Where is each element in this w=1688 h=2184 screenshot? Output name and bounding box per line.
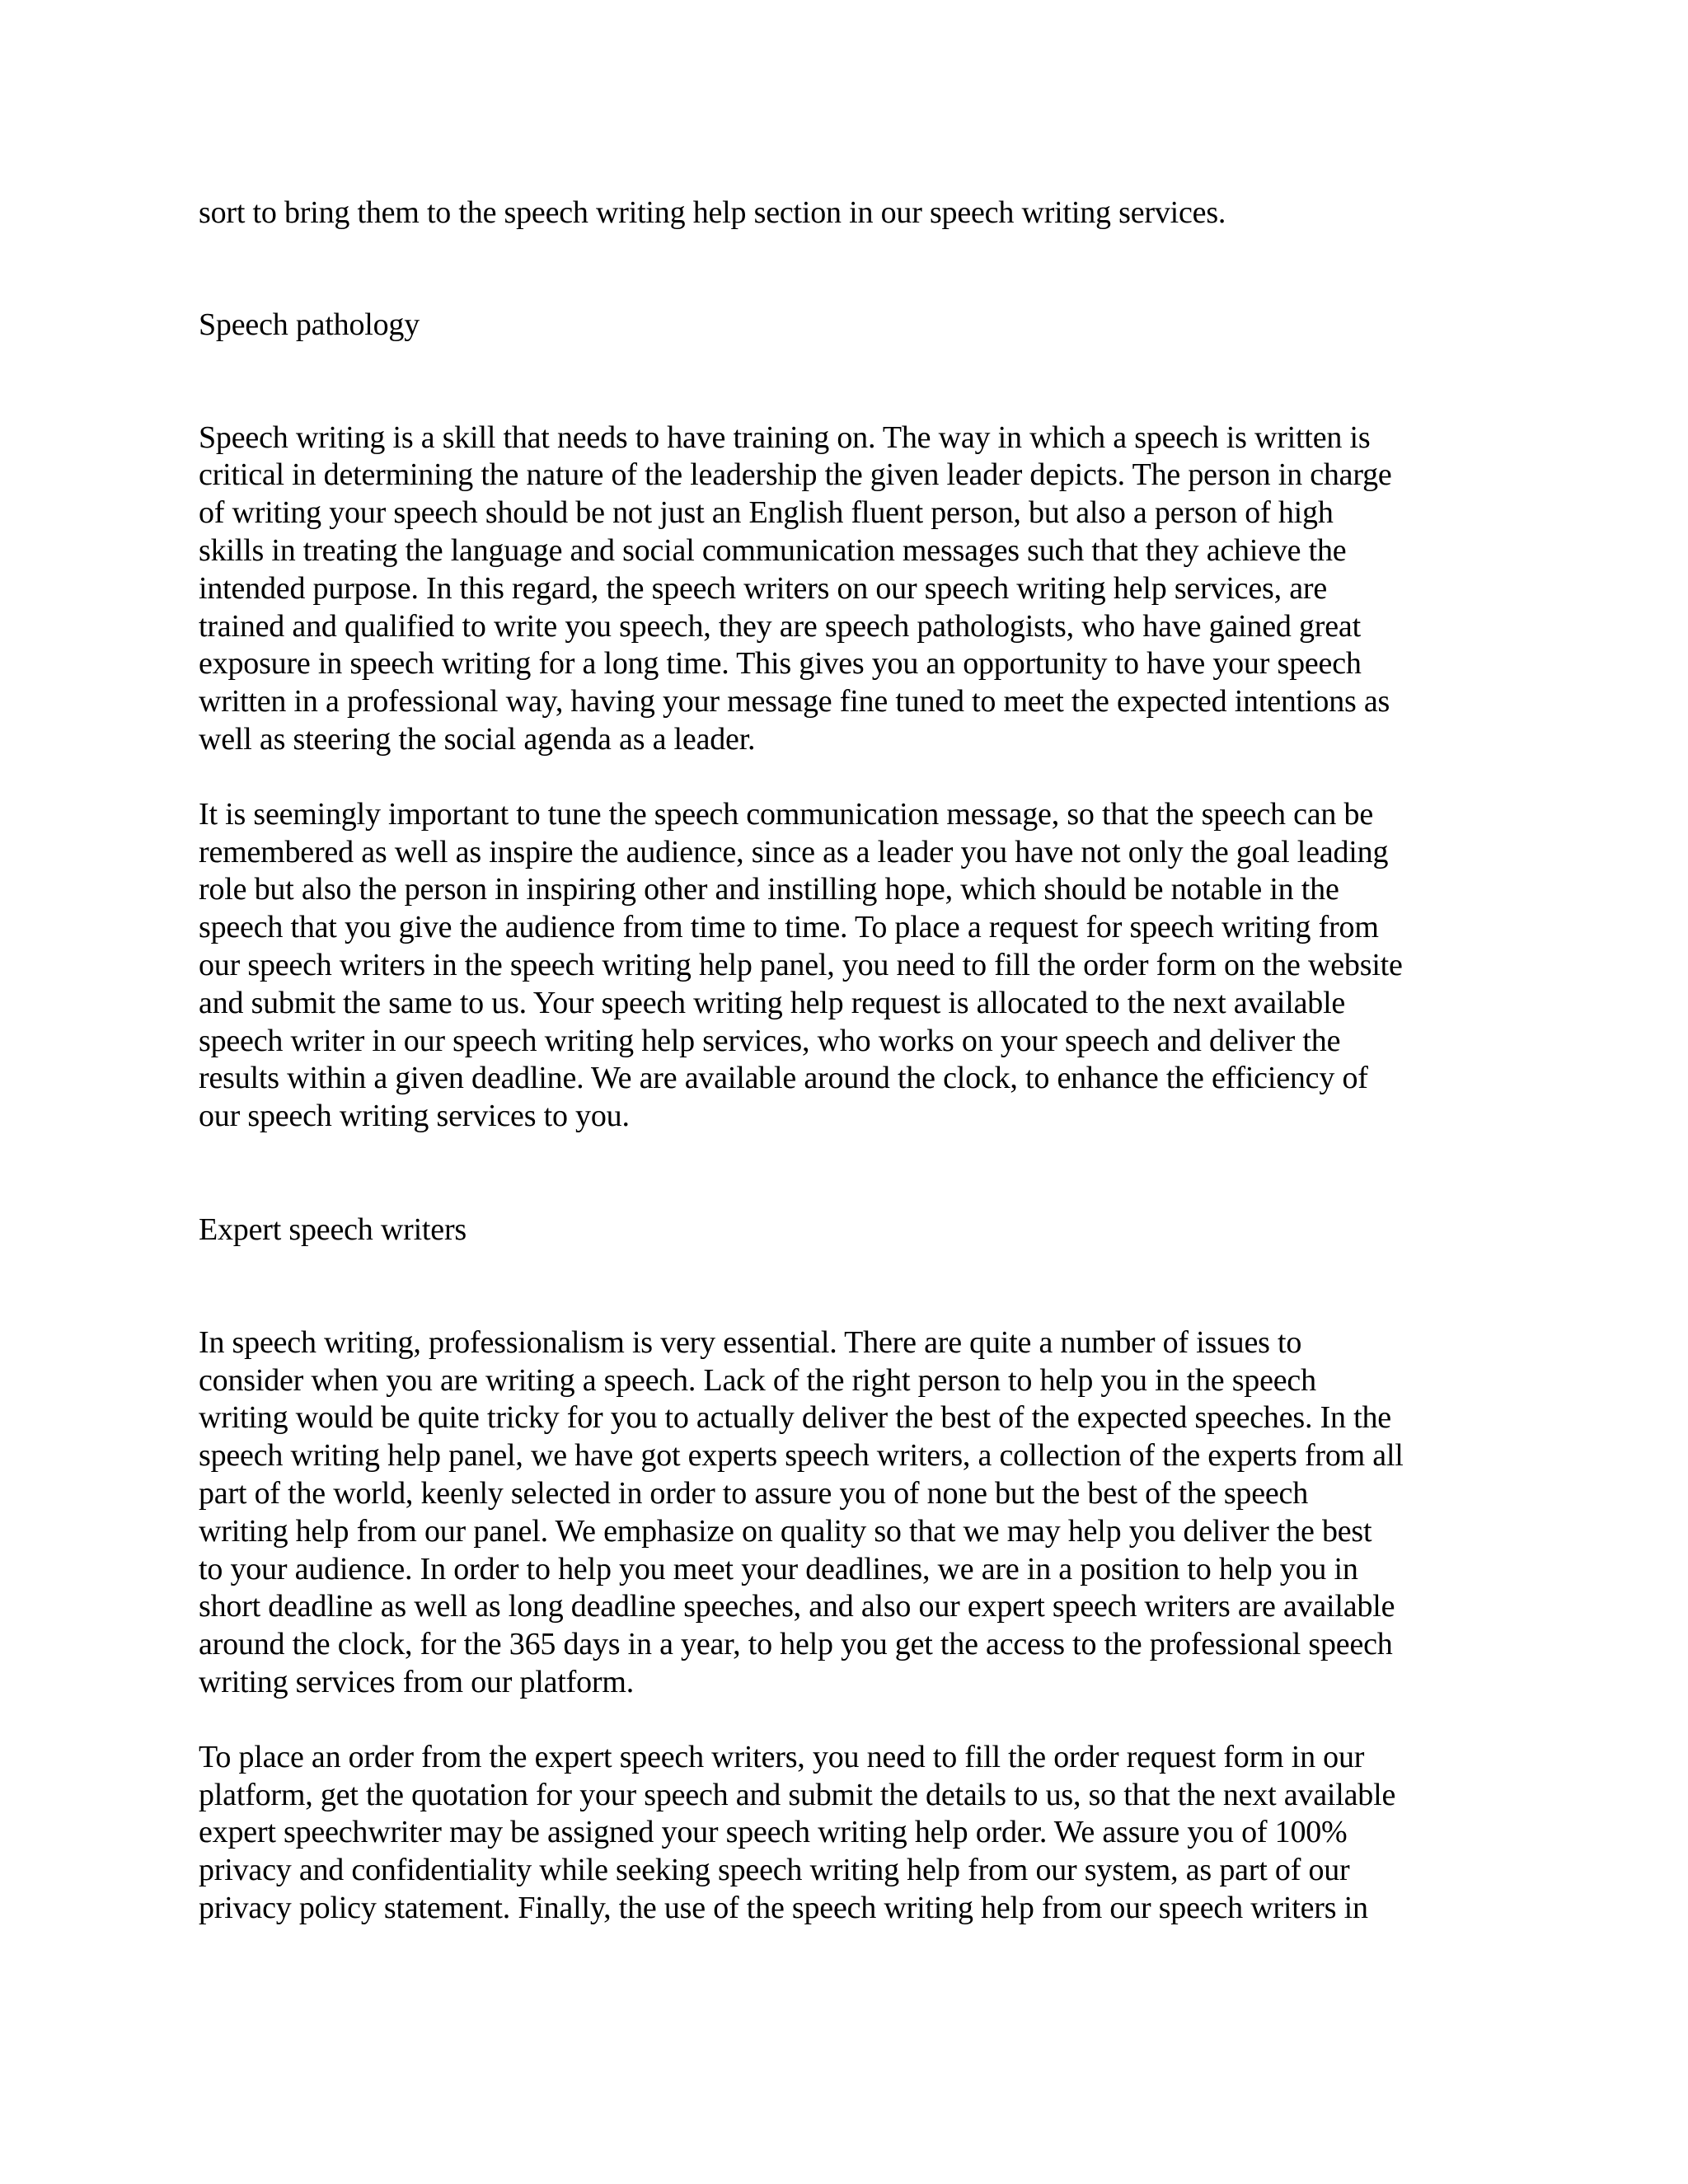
section-heading-speech-pathology: Speech pathology — [199, 307, 420, 342]
spacer — [199, 759, 1493, 796]
paragraph-speech-pathology-2: It is seemingly important to tune the speech communication message, so that the speech can be remembered as well as inspire the audience, since as a leader you have not only the goal leading role but also the person in inspiring other and instilling hope, which should be notable in the speech that you give the audience from time to time. To place a request for speech writing from our speech writers in the speech writing help panel, you need to fill the order form on the website and submit the same to us. Your speech writing help request is allocated to the next available speech writer in our speech writing help services, who works on your speech and deliver the results within a given deadline. We are available around the clock, to enhance the efficiency of our speech writing services to you. — [199, 796, 1403, 1134]
spacer — [199, 1702, 1493, 1739]
spacer — [199, 344, 1493, 419]
spacer — [199, 232, 1493, 307]
paragraph-speech-pathology-1: Speech writing is a skill that needs to have training on. The way in which a speech is written is critical in determining the nature of the leadership the given leader depicts. The person in charge of writing your speech should be not just an English fluent person, but also a person of high skills in treating the language and social communication messages such that they achieve the intended purpose. In this regard, the speech writers on our speech writing help services, are trained and qualified to write you speech, they are speech pathologists, who have gained great exposure in speech writing for a long time. This gives you an opportunity to have your speech written in a professional way, having your message fine tuned to meet the expected intentions as well as steering the social agenda as a leader. — [199, 419, 1392, 757]
paragraph-expert-writers-2: To place an order from the expert speech writers, you need to fill the order request form in our platform, get the quotation for your speech and submit the details to us, so that the next available expert speechwriter may be assigned your speech writing help order. We assure you of 100% privacy and confidentiality while seeking speech writing help from our system, as part of our privacy policy statement. Finally, the use of the speech writing help from our speech writers in — [199, 1739, 1396, 1925]
spacer — [199, 1136, 1493, 1212]
document-body — [199, 194, 1493, 1928]
intro-line: sort to bring them to the speech writing help section in our speech writing services. — [199, 195, 1226, 230]
section-heading-expert-speech-writers: Expert speech writers — [199, 1212, 467, 1247]
spacer — [199, 1249, 1493, 1324]
paragraph-expert-writers-1: In speech writing, professionalism is very essential. There are quite a number of issues to consider when you are writing a speech. Lack of the right person to help you in the speech writing would be quite tricky for you to actually deliver the best of the expected speeches. In the speech writing help panel, we have got experts speech writers, a collection of the experts from all part of the world, keenly selected in order to assure you of none but the best of the speech writing help from our panel. We emphasize on quality so that we may help you deliver the best to your audience. In order to help you meet your deadlines, we are in a position to help you in short deadline as well as long deadline speeches, and also our expert speech writers are available around the clock, for the 365 days in a year, to help you get the access to the professional speech writing services from our platform. — [199, 1324, 1404, 1699]
